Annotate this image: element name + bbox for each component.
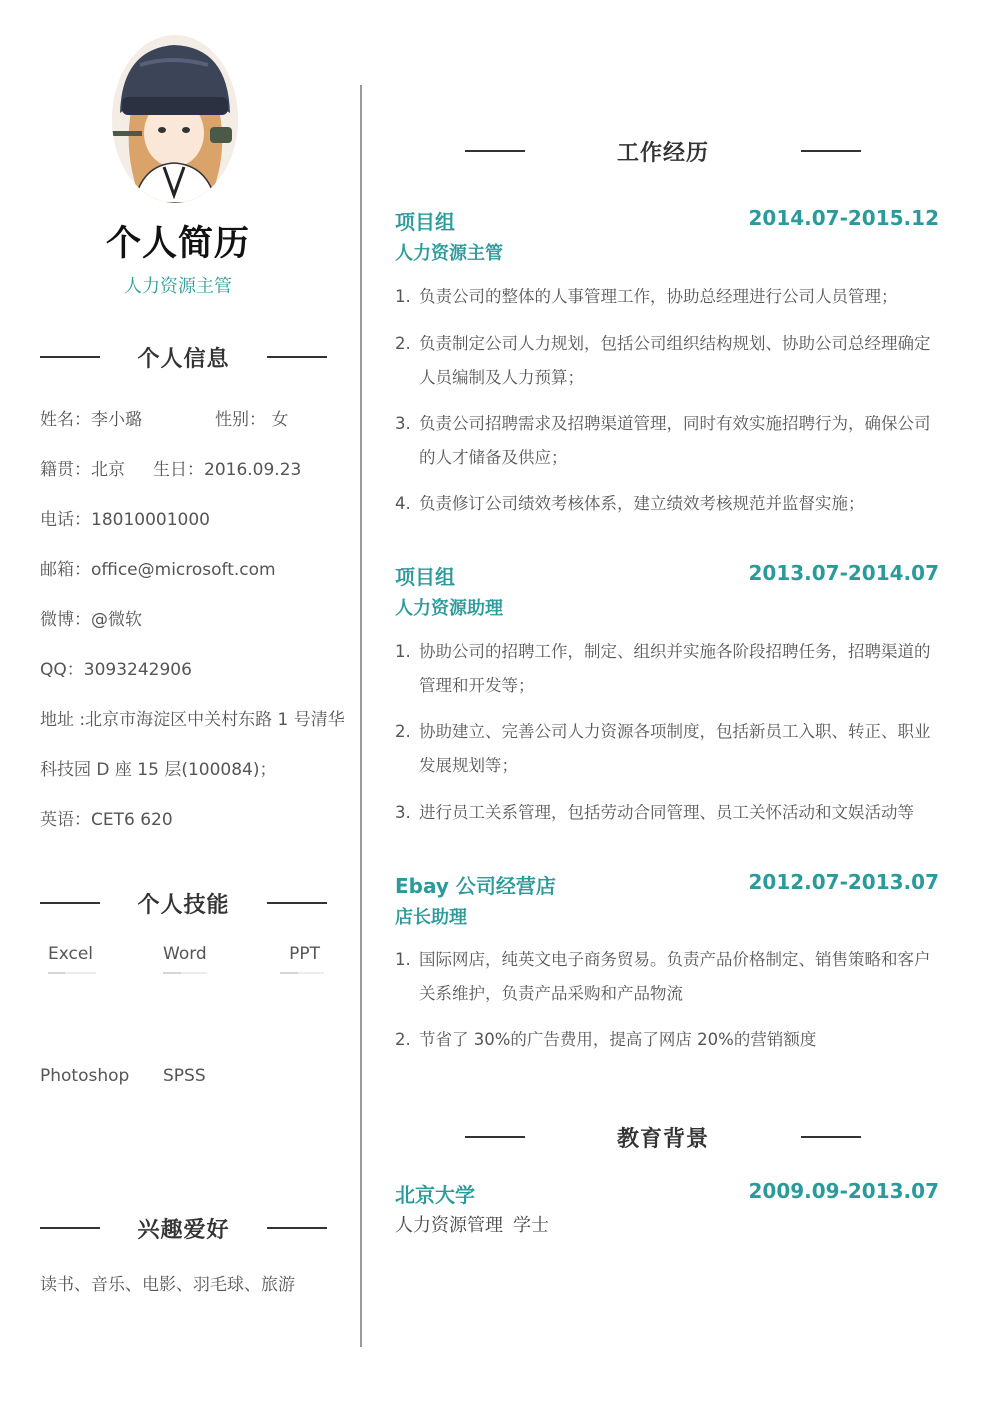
heading-dash bbox=[267, 902, 327, 904]
duty-text: 负责公司的整体的人事管理工作，协助总经理进行公司人员管理； bbox=[419, 287, 898, 306]
edu-degree: 学士 bbox=[513, 1215, 549, 1236]
duty-text: 协助公司的招聘工作，制定、组织并实施各阶段招聘任务，招聘渠道的管理和开发等； bbox=[419, 642, 931, 695]
target-position: 人力资源主管 bbox=[124, 276, 232, 297]
heading-dash bbox=[40, 356, 100, 358]
heading-dash bbox=[267, 1227, 327, 1229]
job-date: 2014.07-2015.12 bbox=[748, 206, 939, 230]
hobbies-text: 读书、音乐、电影、羽毛球、旅游 bbox=[40, 1275, 295, 1295]
info-qq: QQ：3093242906 bbox=[40, 660, 192, 680]
duty-text: 负责修订公司绩效考核体系，建立绩效考核规范并监督实施； bbox=[419, 494, 865, 513]
edu-date: 2009.09-2013.07 bbox=[748, 1179, 939, 1203]
skill-item bbox=[163, 944, 223, 974]
skill-name: Excel bbox=[48, 944, 94, 964]
edu-major-degree bbox=[395, 1211, 559, 1237]
job-company: 项目组 bbox=[395, 210, 455, 234]
info-gender: 性别： 女 bbox=[215, 410, 289, 430]
duty-item bbox=[395, 407, 935, 475]
duty-number: 2. bbox=[395, 1030, 411, 1049]
skill-item bbox=[40, 1066, 129, 1086]
avatar-illustration bbox=[112, 35, 238, 203]
skill-item bbox=[280, 944, 330, 974]
section-title: 教育背景 bbox=[616, 1126, 709, 1152]
duty-item bbox=[395, 487, 935, 521]
duty-item bbox=[395, 715, 935, 783]
heading-dash bbox=[40, 902, 100, 904]
duty-text: 负责制定公司人力规划，包括公司组织结构规划、协助公司总经理确定人员编制及人力预算； bbox=[419, 334, 931, 387]
skill-level-bar bbox=[280, 972, 324, 974]
skill-name: PPT bbox=[289, 944, 320, 964]
heading-dash bbox=[465, 1136, 525, 1138]
duty-item bbox=[395, 280, 935, 314]
section-heading-skills bbox=[40, 888, 327, 918]
duty-item bbox=[395, 1023, 935, 1057]
duty-item bbox=[395, 796, 935, 830]
job-role: 店长助理 bbox=[395, 907, 467, 928]
job-company: 项目组 bbox=[395, 565, 455, 589]
duty-text: 国际网店，纯英文电子商务贸易。负责产品价格制定、销售策略和客户关系维护，负责产品采购和产品物流 bbox=[419, 950, 931, 1003]
section-heading-education bbox=[465, 1122, 861, 1152]
section-title: 工作经历 bbox=[616, 140, 709, 166]
duty-number: 2. bbox=[395, 722, 411, 741]
info-address: 地址 :北京市海淀区中关村东路 1 号清华 bbox=[40, 710, 345, 730]
section-heading-personal-info bbox=[40, 342, 327, 372]
duty-text: 负责公司招聘需求及招聘渠道管理，同时有效实施招聘行为，确保公司的人才储备及供应； bbox=[419, 414, 931, 467]
duty-number: 1. bbox=[395, 950, 411, 969]
job-date: 2012.07-2013.07 bbox=[748, 870, 939, 894]
info-address-cont: 科技园 D 座 15 层(100084)； bbox=[40, 760, 277, 780]
job-role: 人力资源主管 bbox=[395, 243, 503, 264]
job-company: Ebay 公司经营店 bbox=[395, 874, 556, 898]
skill-level-fill bbox=[48, 972, 65, 974]
edu-major: 人力资源管理 bbox=[395, 1215, 503, 1236]
skill-item bbox=[48, 944, 108, 974]
info-weibo: 微博：@微软 bbox=[40, 610, 142, 630]
duty-text: 进行员工关系管理，包括劳动合同管理、员工关怀活动和文娱活动等 bbox=[419, 803, 914, 822]
duty-text: 节省了 30%的广告费用，提高了网店 20%的营销额度 bbox=[419, 1030, 817, 1049]
section-heading-hobbies bbox=[40, 1213, 327, 1243]
skill-level-bar bbox=[163, 972, 207, 974]
info-hometown: 籍贯：北京 bbox=[40, 460, 125, 480]
section-title: 兴趣爱好 bbox=[137, 1217, 230, 1243]
duty-text: 协助建立、完善公司人力资源各项制度，包括新员工入职、转正、职业发展规划等； bbox=[419, 722, 931, 775]
heading-dash bbox=[40, 1227, 100, 1229]
skill-level-bar bbox=[48, 972, 96, 974]
section-heading-work bbox=[465, 136, 861, 166]
duty-item bbox=[395, 327, 935, 395]
info-name: 姓名：李小璐 bbox=[40, 410, 142, 430]
info-english: 英语：CET6 620 bbox=[40, 810, 173, 830]
section-title: 个人信息 bbox=[137, 346, 230, 372]
skill-item bbox=[163, 1066, 206, 1086]
info-email: 邮箱：office@microsoft.com bbox=[40, 560, 276, 580]
heading-dash bbox=[801, 150, 861, 152]
skill-level-fill bbox=[163, 972, 181, 974]
duty-number: 4. bbox=[395, 494, 411, 513]
duty-number: 1. bbox=[395, 642, 411, 661]
edu-school: 北京大学 bbox=[395, 1183, 475, 1207]
section-title: 个人技能 bbox=[137, 892, 230, 918]
skill-name: Photoshop bbox=[40, 1066, 130, 1086]
heading-dash bbox=[465, 150, 525, 152]
duty-number: 2. bbox=[395, 334, 411, 353]
duty-item bbox=[395, 635, 935, 703]
info-birthday: 生日：2016.09.23 bbox=[153, 460, 302, 480]
column-divider bbox=[360, 85, 362, 1347]
duty-number: 1. bbox=[395, 287, 411, 306]
duty-number: 3. bbox=[395, 414, 411, 433]
heading-dash bbox=[801, 1136, 861, 1138]
job-date: 2013.07-2014.07 bbox=[748, 561, 939, 585]
heading-dash bbox=[267, 356, 327, 358]
skill-name: Word bbox=[163, 944, 207, 964]
duty-number: 3. bbox=[395, 803, 411, 822]
duty-item bbox=[395, 943, 935, 1011]
skill-level-fill bbox=[280, 972, 298, 974]
job-role: 人力资源助理 bbox=[395, 598, 503, 619]
resume-title: 个人简历 bbox=[105, 224, 250, 264]
skill-name: SPSS bbox=[163, 1066, 206, 1086]
avatar bbox=[112, 35, 238, 203]
info-phone: 电话：18010001000 bbox=[40, 510, 210, 530]
